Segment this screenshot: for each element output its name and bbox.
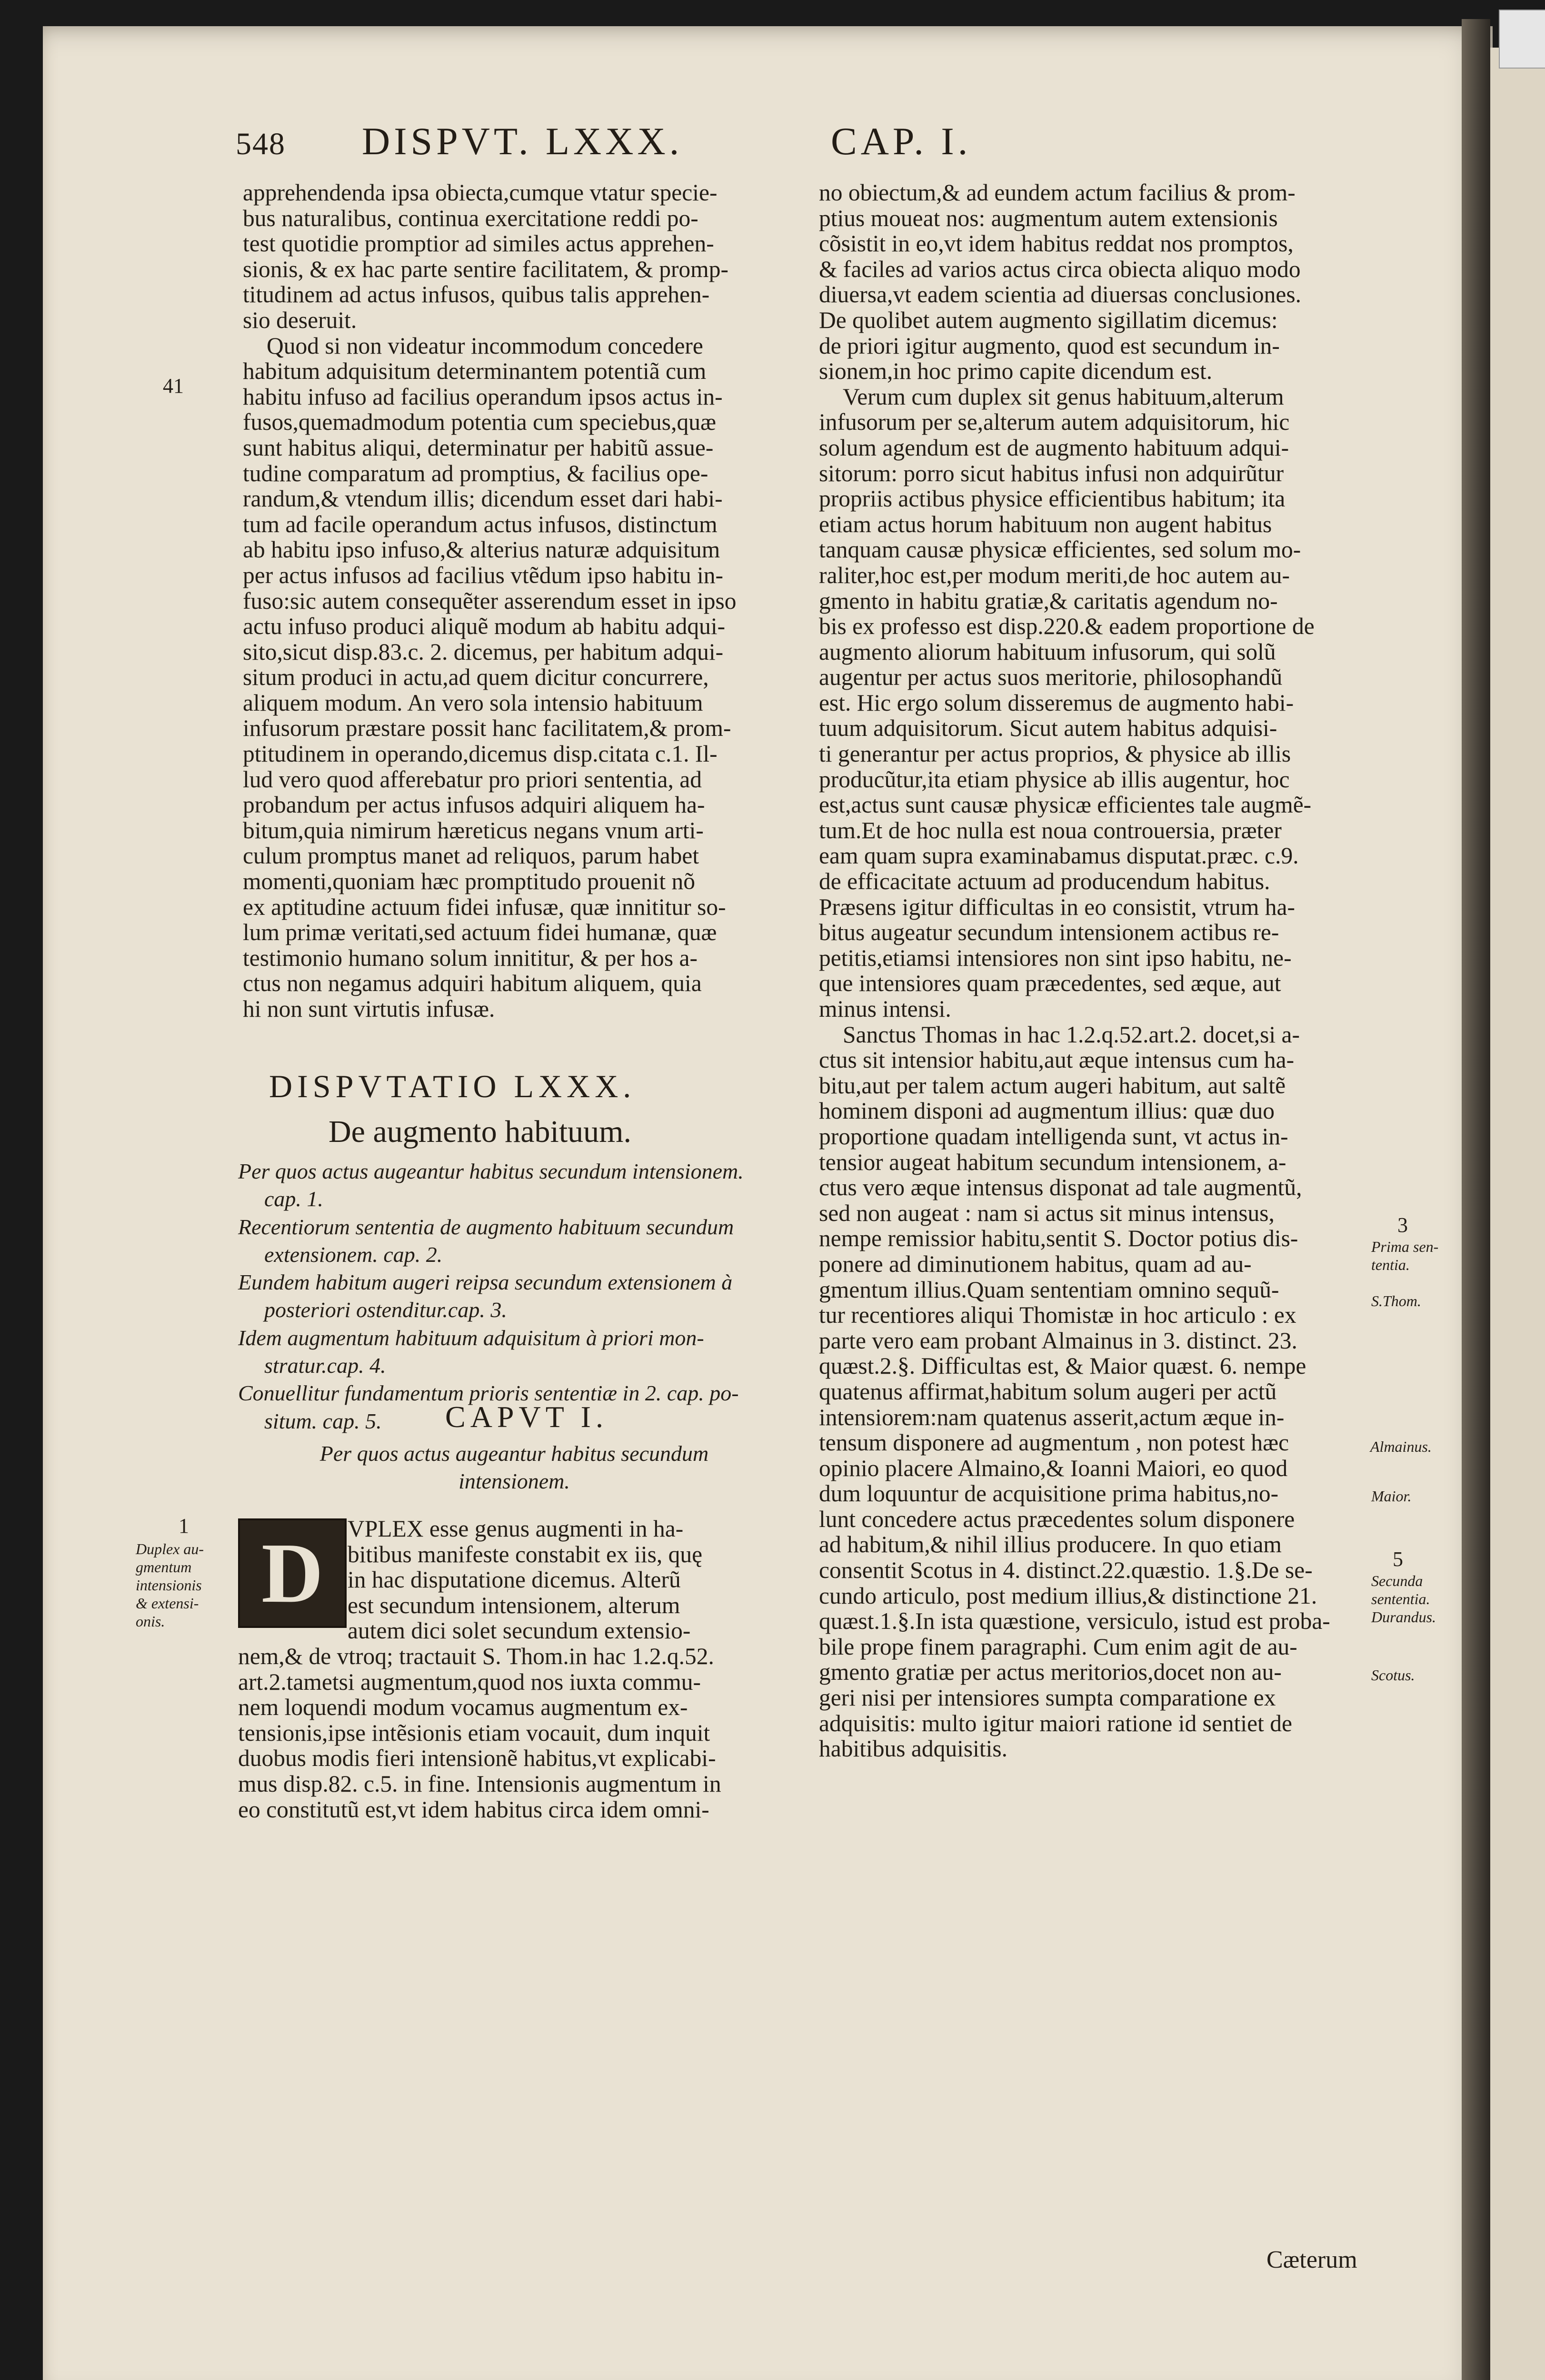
caput-body-text xyxy=(238,1516,790,1822)
summary-line: situm. cap. 5. xyxy=(264,1408,382,1433)
text-line: sunt habitus aliqui, determinatur per habitũ assue- xyxy=(243,434,714,461)
text-line: proportione quadam intelligenda sunt, vt actus in- xyxy=(819,1123,1288,1150)
text-line: nem loquendi modum vocamus augmentum ex- xyxy=(238,1694,688,1721)
text-line: de efficacitate actuum ad producendum habitus. xyxy=(819,868,1270,895)
margin-note-sthom: S.Thom. xyxy=(1371,1292,1421,1309)
text-line: hi non sunt virtutis infusæ. xyxy=(243,996,495,1022)
text-line: solum agendum est de augmento habituum adqui- xyxy=(819,434,1289,461)
text-line: sed non augeat : nam si actus sit minus intensus, xyxy=(819,1200,1275,1226)
summary-line: stratur.cap. 4. xyxy=(264,1353,386,1378)
summary-line: Idem augmentum habituum adquisitum à priori mon- xyxy=(238,1325,704,1350)
text-line: tensior augeat habitum secundum intensionem, a- xyxy=(819,1149,1286,1175)
scale-ruler xyxy=(1499,10,1545,69)
caput-title: CAPVT I. xyxy=(445,1400,608,1434)
text-line: propriis actibus physice efficientibus habitum; ita xyxy=(819,486,1286,512)
chapter-summary xyxy=(238,1158,790,1435)
text-line: VPLEX esse genus augmenti in ha- xyxy=(348,1516,684,1542)
text-line: ti generantur per actus proprios, & physice ab illis xyxy=(819,741,1291,767)
page-number: 548 xyxy=(236,127,286,161)
margin-note-line: & extensi- xyxy=(136,1595,199,1612)
text-line: nem,& de vtroq; tractauit S. Thom.in hac 1.2.q.52. xyxy=(238,1643,714,1669)
margin-note-line: onis. xyxy=(136,1613,165,1630)
margin-number-1: 1 xyxy=(179,1514,189,1537)
margin-note-scotus: Scotus. xyxy=(1371,1666,1415,1684)
text-line: gmentum illius.Quam sententiam omnino sequũ- xyxy=(819,1276,1279,1303)
text-line: diuersa,vt eadem scientia ad diuersas conclusiones. xyxy=(819,281,1302,308)
text-line: gmento in habitu gratiæ,& caritatis agendum no- xyxy=(819,587,1278,614)
text-line: habitum adquisitum determinantem potentiã cum xyxy=(243,358,707,385)
margin-note-line: gmentum xyxy=(136,1558,192,1576)
text-line: gmento gratiæ per actus meritorios,docet non au- xyxy=(819,1659,1282,1686)
text-line: sitorum: porro sicut habitus infusi non adquirũtur xyxy=(819,460,1284,486)
right-column-text xyxy=(819,180,1371,1762)
text-line: autem dici solet secundum extensio- xyxy=(348,1617,691,1644)
text-line: fuso:sic autem consequẽter asserendum esset in ipso xyxy=(243,587,737,614)
text-line: aliquem modum. An vero sola intensio habituum xyxy=(243,689,703,716)
margin-note-duplex xyxy=(136,1540,204,1630)
text-line: quæst.2.§. Difficultas est, & Maior quæst. 6. nempe xyxy=(819,1353,1306,1379)
text-line: tur recentiores aliqui Thomistæ in hoc articulo : ex xyxy=(819,1302,1296,1329)
text-line: est secundum intensionem, alterum xyxy=(348,1592,680,1618)
text-line: test quotidie promptior ad similes actus apprehen- xyxy=(243,230,714,257)
text-line: bitibus manifeste constabit ex iis, quę xyxy=(348,1541,703,1567)
text-line: probandum per actus infusos adquiri aliquem ha- xyxy=(243,792,705,818)
text-line: ptitudinem in operando,dicemus disp.citata c.1. Il- xyxy=(243,741,718,767)
text-line: Verum cum duplex sit genus habituum,alterum xyxy=(843,383,1284,410)
text-line: Quod si non videatur incommodum concedere xyxy=(267,332,703,359)
text-line: mus disp.82. c.5. in fine. Intensionis augmentum in xyxy=(238,1770,721,1797)
book-gutter xyxy=(1462,19,1490,2380)
catchword: Cæterum xyxy=(1266,2246,1357,2273)
decorated-initial: D xyxy=(238,1518,347,1628)
text-line: dum loquuntur de acquisitione prima habitus,no- xyxy=(819,1480,1279,1507)
text-line: habitu infuso ad facilius operandum ipsos actus in- xyxy=(243,383,723,410)
text-line: petitis,etiamsi intensiores non sint ipso habitu, ne- xyxy=(819,944,1292,971)
summary-line: Recentiorum sententia de augmento habituum secundum xyxy=(238,1214,734,1239)
text-line: cundo articulo, post medium illius,& distinctione 21. xyxy=(819,1582,1317,1609)
subtitle-line: Per quos actus augeantur habitus secundum xyxy=(319,1441,709,1466)
text-line: & faciles ad varios actus circa obiecta aliquo modo xyxy=(819,256,1301,282)
text-line: quatenus affirmat,habitum solum augeri per actũ xyxy=(819,1378,1277,1405)
margin-number-5: 5 xyxy=(1393,1547,1403,1571)
text-line: hominem disponi ad augmentum illius: quæ duo xyxy=(819,1098,1275,1124)
text-line: ptius moueat nos: augmentum autem extensionis xyxy=(819,205,1278,231)
text-line: situm produci in actu,ad quem dicitur concurrere, xyxy=(243,664,709,691)
text-line: lunt concedere actus præcedentes solum disponere xyxy=(819,1506,1295,1532)
text-line: eo constitutũ est,vt idem habitus circa idem omni- xyxy=(238,1796,709,1823)
text-line: actu infuso produci aliquẽ modum ab habitu adqui- xyxy=(243,613,726,640)
margin-note-line: Prima sen- xyxy=(1371,1238,1439,1255)
text-line: ctus sit intensior habitu,aut æque intensus cum ha- xyxy=(819,1047,1295,1073)
summary-line: posteriori ostenditur.cap. 3. xyxy=(264,1298,507,1322)
margin-note-line: sententia. xyxy=(1371,1590,1430,1607)
text-line: lud vero quod afferebatur pro priori sententia, ad xyxy=(243,766,702,793)
disputatio-subtitle: De augmento habituum. xyxy=(329,1114,632,1149)
text-line: culum promptus manet ad reliquos, parum habet xyxy=(243,843,699,869)
caput-subtitle xyxy=(238,1440,790,1495)
text-line: ab habitu ipso infuso,& alterius naturæ adquisitum xyxy=(243,536,720,563)
text-line: augmento aliorum habituum infusorum, qui solũ xyxy=(819,638,1276,665)
text-line: tum ad facile operandum actus infusos, distinctum xyxy=(243,511,718,537)
text-line: nempe remissior habitu,sentit S. Doctor potius dis- xyxy=(819,1225,1298,1252)
left-column-text xyxy=(243,180,790,1022)
margin-number-3: 3 xyxy=(1397,1213,1408,1237)
text-line: apprehendenda ipsa obiecta,cumque vtatur specie- xyxy=(243,179,718,206)
text-line: habitibus adquisitis. xyxy=(819,1735,1007,1762)
text-line: producũtur,ita etiam physice ab illis augentur, hoc xyxy=(819,766,1290,793)
text-line: opinio placere Almaino,& Ioanni Maiori, eo quod xyxy=(819,1455,1288,1481)
text-line: adquisitis: multo igitur maiori ratione id sentiet de xyxy=(819,1710,1292,1736)
text-line: bitus augeatur secundum intensionem actibus re- xyxy=(819,919,1279,946)
text-line: Præsens igitur difficultas in eo consistit, vtrum ha- xyxy=(819,893,1295,920)
margin-note-almainus: Almainus. xyxy=(1370,1438,1432,1455)
text-line: tum.Et de hoc nulla est noua controuersia, præter xyxy=(819,817,1282,843)
margin-note-line: intensionis xyxy=(136,1577,202,1594)
text-line: est. Hic ergo solum disseremus de augmento habi- xyxy=(819,689,1294,716)
text-line: per actus infusos ad facilius vtẽdum ipso habitu in- xyxy=(243,562,724,588)
margin-number-41: 41 xyxy=(163,374,184,397)
text-line: bis ex professo est disp.220.& eadem proportione de xyxy=(819,613,1315,640)
summary-line: Conuellitur fundamentum prioris sententiæ in 2. cap. po- xyxy=(238,1381,739,1406)
text-line: eam quam supra examinabamus disputat.præc. c.9. xyxy=(819,843,1299,869)
text-line: tensionis,ipse intẽsionis etiam vocauit, dum inquit xyxy=(238,1719,710,1746)
text-line: momenti,quoniam hæc promptitudo prouenit nõ xyxy=(243,868,696,895)
margin-note-line: Secunda xyxy=(1371,1572,1423,1589)
text-line: fusos,quemadmodum potentia cum speciebus,quæ xyxy=(243,409,716,436)
text-line: quæst.1.§.In ista quæstione, versiculo, istud est proba- xyxy=(819,1608,1330,1635)
text-line: lum primæ veritati,sed actuum fidei humanæ, quæ xyxy=(243,919,717,946)
margin-note-maior: Maior. xyxy=(1371,1488,1412,1505)
margin-note-prima-sententia xyxy=(1371,1238,1438,1274)
text-line: infusorum præstare possit hanc facilitatem,& prom- xyxy=(243,715,731,742)
subtitle-line: intensionem. xyxy=(459,1469,570,1493)
text-line: ctus vero æque intensus disponat ad tale augmentũ, xyxy=(819,1174,1302,1201)
text-line: Sanctus Thomas in hac 1.2.q.52.art.2. docet,si a- xyxy=(843,1021,1300,1048)
summary-line: extensionem. cap. 2. xyxy=(264,1242,443,1267)
text-line: sionis, & ex hac parte sentire facilitatem, & promp- xyxy=(243,256,728,282)
text-line: est,actus sunt causæ physicæ efficientes tale augmẽ- xyxy=(819,792,1312,818)
text-line: infusorum per se,alterum autem adquisitorum, hic xyxy=(819,409,1290,436)
text-line: in hac disputatione dicemus. Alterũ xyxy=(348,1567,681,1593)
summary-line: Per quos actus augeantur habitus secundum intensionem. xyxy=(238,1159,744,1183)
running-head-left: DISPVT. LXXX. xyxy=(362,119,683,163)
summary-line: Eundem habitum augeri reipsa secundum extensionem à xyxy=(238,1270,733,1295)
margin-note-line: tentia. xyxy=(1371,1256,1410,1273)
text-line: raliter,hoc est,per modum meriti,de hoc autem au- xyxy=(819,562,1290,588)
text-line: ctus non negamus adquiri habitum aliquem, quia xyxy=(243,970,702,997)
text-line: art.2.tametsi augmentum,quod nos iuxta commu- xyxy=(238,1668,701,1695)
margin-note-secunda-sententia xyxy=(1371,1572,1436,1626)
text-line: titudinem ad actus infusos, quibus talis apprehen- xyxy=(243,281,710,308)
text-line: augentur per actus suos meritorie, philosophandũ xyxy=(819,664,1283,691)
text-line: sito,sicut disp.83.c. 2. dicemus, per habitum adqui- xyxy=(243,638,724,665)
text-line: tanquam causæ physicæ efficientes, sed solum mo- xyxy=(819,536,1301,563)
text-line: testimonio humano solum innititur, & per hos a- xyxy=(243,944,698,971)
text-line: De quolibet autem augmento sigillatim dicemus: xyxy=(819,307,1278,333)
text-line: cõsistit in eo,vt idem habitus reddat nos promptos, xyxy=(819,230,1294,257)
margin-note-line: Durandus. xyxy=(1371,1608,1436,1626)
text-line: intensiorem:nam quatenus asserit,actum æque in- xyxy=(819,1404,1285,1430)
text-line: duobus modis fieri intensionẽ habitus,vt explicabi- xyxy=(238,1745,716,1772)
text-line: bile prope finem paragraphi. Cum enim agit de au- xyxy=(819,1633,1297,1660)
text-line: no obiectum,& ad eundem actum facilius & prom- xyxy=(819,179,1296,206)
text-line: ex aptitudine actuum fidei infusæ, quæ innititur so- xyxy=(243,893,726,920)
text-line: sionem,in hoc primo capite dicendum est. xyxy=(819,358,1213,385)
text-line: tuum adquisitorum. Sicut autem habitus adquisi- xyxy=(819,715,1277,742)
text-line: ponere ad diminutionem habitus, quam ad au- xyxy=(819,1250,1252,1277)
text-line: ad habitum,& nihil illius producere. In quo etiam xyxy=(819,1531,1282,1558)
text-line: que intensiores quam præcedentes, sed æque, aut xyxy=(819,970,1281,997)
text-line: bus naturalibus, continua exercitatione reddi po- xyxy=(243,205,698,231)
text-line: parte vero eam probant Almainus in 3. distinct. 23. xyxy=(819,1327,1297,1354)
running-head-right: CAP. I. xyxy=(831,119,972,163)
text-line: bitum,quia nimirum hæreticus negans vnum arti- xyxy=(243,817,704,843)
text-line: bitu,aut per talem actum augeri habitum, aut saltẽ xyxy=(819,1072,1286,1099)
text-line: randum,& vtendum illis; dicendum esset dari habi- xyxy=(243,486,723,512)
text-line: tudine comparatum ad promptius, & facilius ope- xyxy=(243,460,708,486)
next-page-edge xyxy=(1490,48,1545,2380)
text-line: etiam actus horum habituum non augent habitus xyxy=(819,511,1272,537)
text-line: sio deseruit. xyxy=(243,307,357,333)
text-line: geri nisi per intensiores sumpta comparatione ex xyxy=(819,1685,1276,1711)
text-line: minus intensi. xyxy=(819,996,951,1022)
summary-line: cap. 1. xyxy=(264,1187,323,1211)
text-line: de priori igitur augmento, quod est secundum in- xyxy=(819,332,1280,359)
text-line: tensum disponere ad augmentum , non potest hæc xyxy=(819,1429,1289,1456)
margin-note-line: Duplex au- xyxy=(136,1540,204,1557)
disputatio-title: DISPVTATIO LXXX. xyxy=(269,1068,636,1104)
text-line: consentit Scotus in 4. distinct.22.quæstio. 1.§.De se- xyxy=(819,1557,1313,1584)
